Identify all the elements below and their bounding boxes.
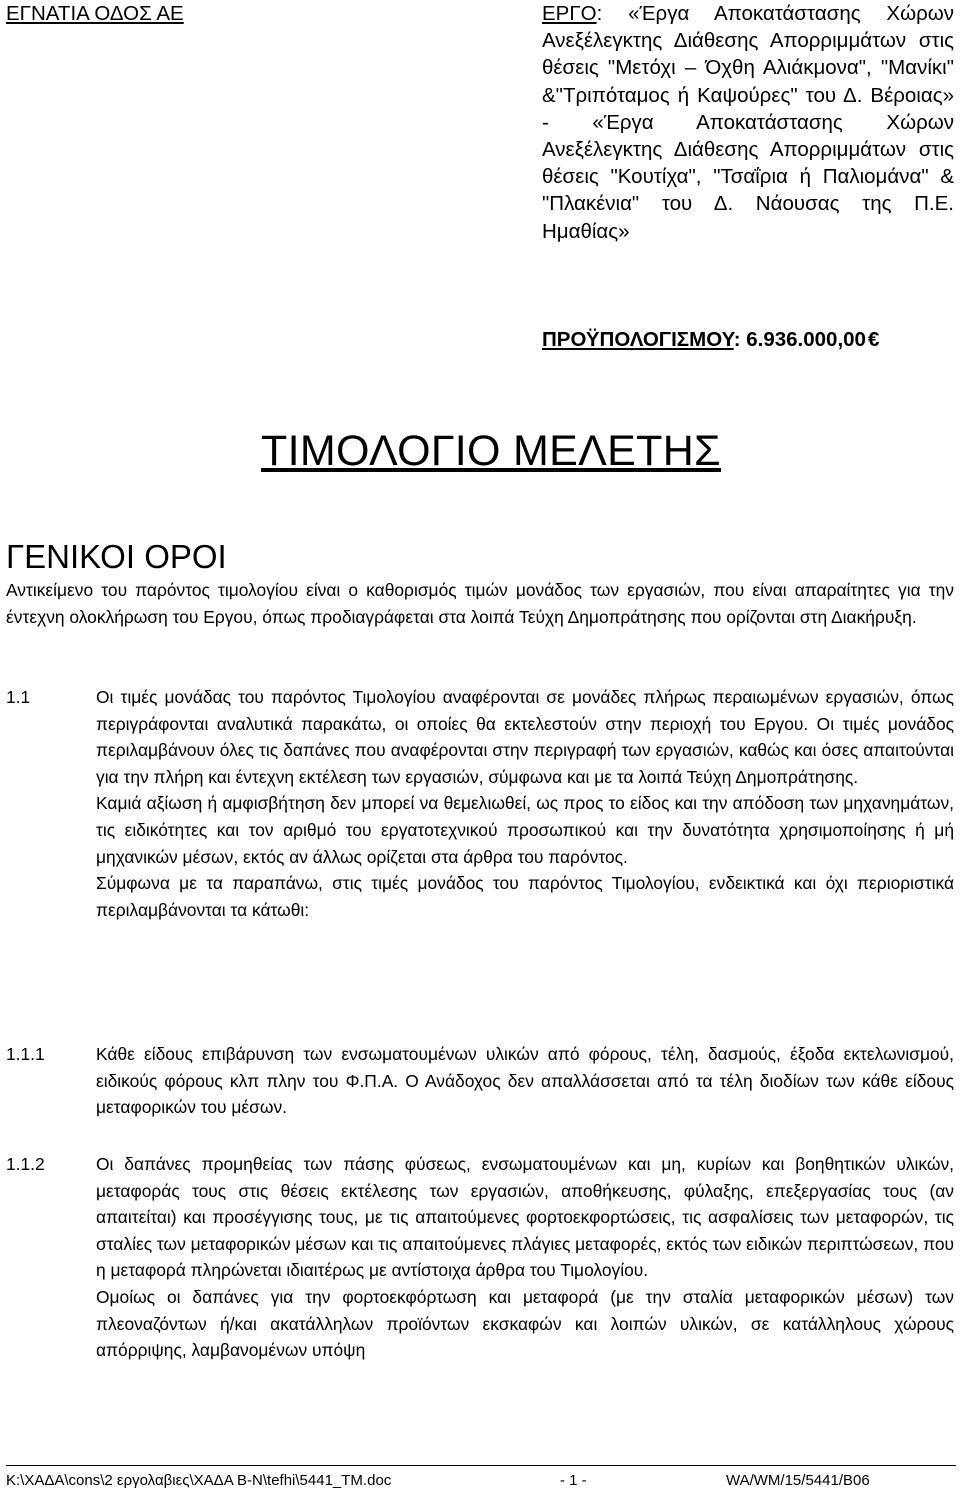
- item-paragraph: Καμιά αξίωση ή αμφισβήτηση δεν μπορεί να θεμελιωθεί, ως προς το είδος και την απόδοση των μηχανημάτων, τις ειδικότητες και τον αριθμό του εργατοτεχνικού προσωπικού και την δυνατότητα χρησιμοποίησης ή μή μηχανικών μέσων, εκτός αν άλλως ορίζεται στα άρθρα του παρόντος.: [96, 793, 954, 867]
- footer-path: K:\ΧΑΔΑ\cons\2 εργολαβιες\ΧΑΔΑ Β-Ν\tefhi\5441_TM.doc: [6, 1472, 392, 1489]
- item-number: 1.1.1: [6, 1044, 45, 1064]
- budget-line: [542, 326, 879, 353]
- budget-label: ΠΡΟΫΠΟΛΟΓΙΣΜΟΥ: [542, 328, 734, 351]
- item-paragraph: Οι τιμές μονάδας του παρόντος Τιμολογίου αναφέρονται σε μονάδες πλήρως περαιωμένων εργασιών, όπως περιγράφονται αναλυτικά παρακάτω, οι οποίες θα εκτελεστούν στην περιοχή του Εργου. Οι τιμές μονάδος περιλαμβάνουν όλες τις δαπάνες που αναφέρονται στην περιγραφή των εργασιών, καθώς και όσες απαιτούνται για την πλήρη και έντεχνη εκτέλεση των εργασιών, σύμφωνα και με τα λοιπά Τεύχη Δημοπράτησης.: [96, 687, 954, 787]
- project-text: : «Έργα Αποκατάστασης Χώρων Ανεξέλεγκτης Διάθεσης Απορριμμάτων στις θέσεις "Μετόχι – Όχθη Αλιάκμονα", "Μανίκι" &"Τριπόταμος ή Καψούρες" του Δ. Βέροιας» - «Έργα Αποκατάστασης Χώρων Ανεξέλεγκτης Διάθεσης Απορριμμάτων στις θέσεις "Κουτίχα", "Τσαΐρια ή Παλιομάνα" & "Πλακένια" του Δ. Νάουσας της Π.Ε. Ημαθίας»: [542, 2, 954, 243]
- euro-icon: €: [867, 328, 880, 351]
- document-title: ΤΙΜΟΛΟΓΙΟ ΜΕΛΕΤΗΣ: [261, 427, 721, 475]
- item-1-1: [6, 684, 954, 923]
- footer-divider: [6, 1465, 956, 1466]
- project-label: ΕΡΓΟ: [542, 2, 597, 25]
- section-title: ΓΕΝΙΚΟΙ ΟΡΟΙ: [6, 538, 227, 575]
- item-paragraph: Οι δαπάνες προμηθείας των πάσης φύσεως, ενσωματουμένων και μη, κυρίων και βοηθητικών υλικών, μεταφοράς τους στις θέσεις εκτέλεσης των εργασιών, αποθήκευσης, φύλαξης, επεξεργασίας τους (αν απαιτείται) και προσέγγισης τους, με τις απαιτούμενες φορτοεκφορτώσεις, τις ασφαλίσεις των μεταφορών, τις σταλίες των μεταφορικών μέσων και τις απαιτούμενες πλάγιες μεταφορές, εκτός των ειδικών περιπτώσεων, που η μεταφορά πληρώνεται ιδιαιτέρως με αντίστοιχα άρθρα του Τιμολογίου.: [96, 1154, 954, 1281]
- project-description: [542, 0, 954, 245]
- item-1-1-2: [6, 1151, 954, 1364]
- item-paragraph: Ομοίως οι δαπάνες για την φορτοεκφόρτωση και μεταφορά (με την σταλία μεταφορικών μέσων) των πλεοναζόντων ή/και ακατάλληλων προϊόντων εκσκαφών και λοιπών υλικών, σε κατάλληλους χώρους απόρριψης, λαμβανομένων υπόψη: [96, 1286, 954, 1361]
- item-number: 1.1: [6, 687, 31, 707]
- item-paragraph: Σύμφωνα με τα παραπάνω, στις τιμές μονάδος του παρόντος Τιμολογίου, ενδεικτικά και όχι περιοριστικά περιλαμβάνονται τα κάτωθι:: [96, 873, 954, 920]
- footer-page-number: - 1 -: [560, 1472, 587, 1489]
- budget-value: : 6.936.000,00: [733, 328, 866, 351]
- item-number: 1.1.2: [6, 1154, 45, 1174]
- item-1-1-1: [6, 1041, 954, 1121]
- company-name: ΕΓΝΑΤΙΑ ΟΔΟΣ ΑΕ: [6, 2, 184, 25]
- footer-document-code: WA/WM/15/5441/B06: [726, 1472, 870, 1489]
- item-paragraph: Κάθε είδους επιβάρυνση των ενσωματουμένων υλικών από φόρους, τέλη, δασμούς, έξοδα εκτελωνισμού, ειδικούς φόρους κλπ πλην του Φ.Π.Α. Ο Ανάδοχος δεν απαλλάσσεται από τα τέλη διοδίων των κάθε είδους μεταφορικών του μέσων.: [96, 1044, 954, 1118]
- intro-paragraph: Αντικείμενο του παρόντος τιμολογίου είναι ο καθορισμός τιμών μονάδος των εργασιών, που είναι απαραίτητες για την έντεχνη ολοκλήρωση του Εργου, όπως προδιαγράφεται στα λοιπά Τεύχη Δημοπράτησης που ορίζονται στη Διακήρυξη.: [6, 580, 954, 627]
